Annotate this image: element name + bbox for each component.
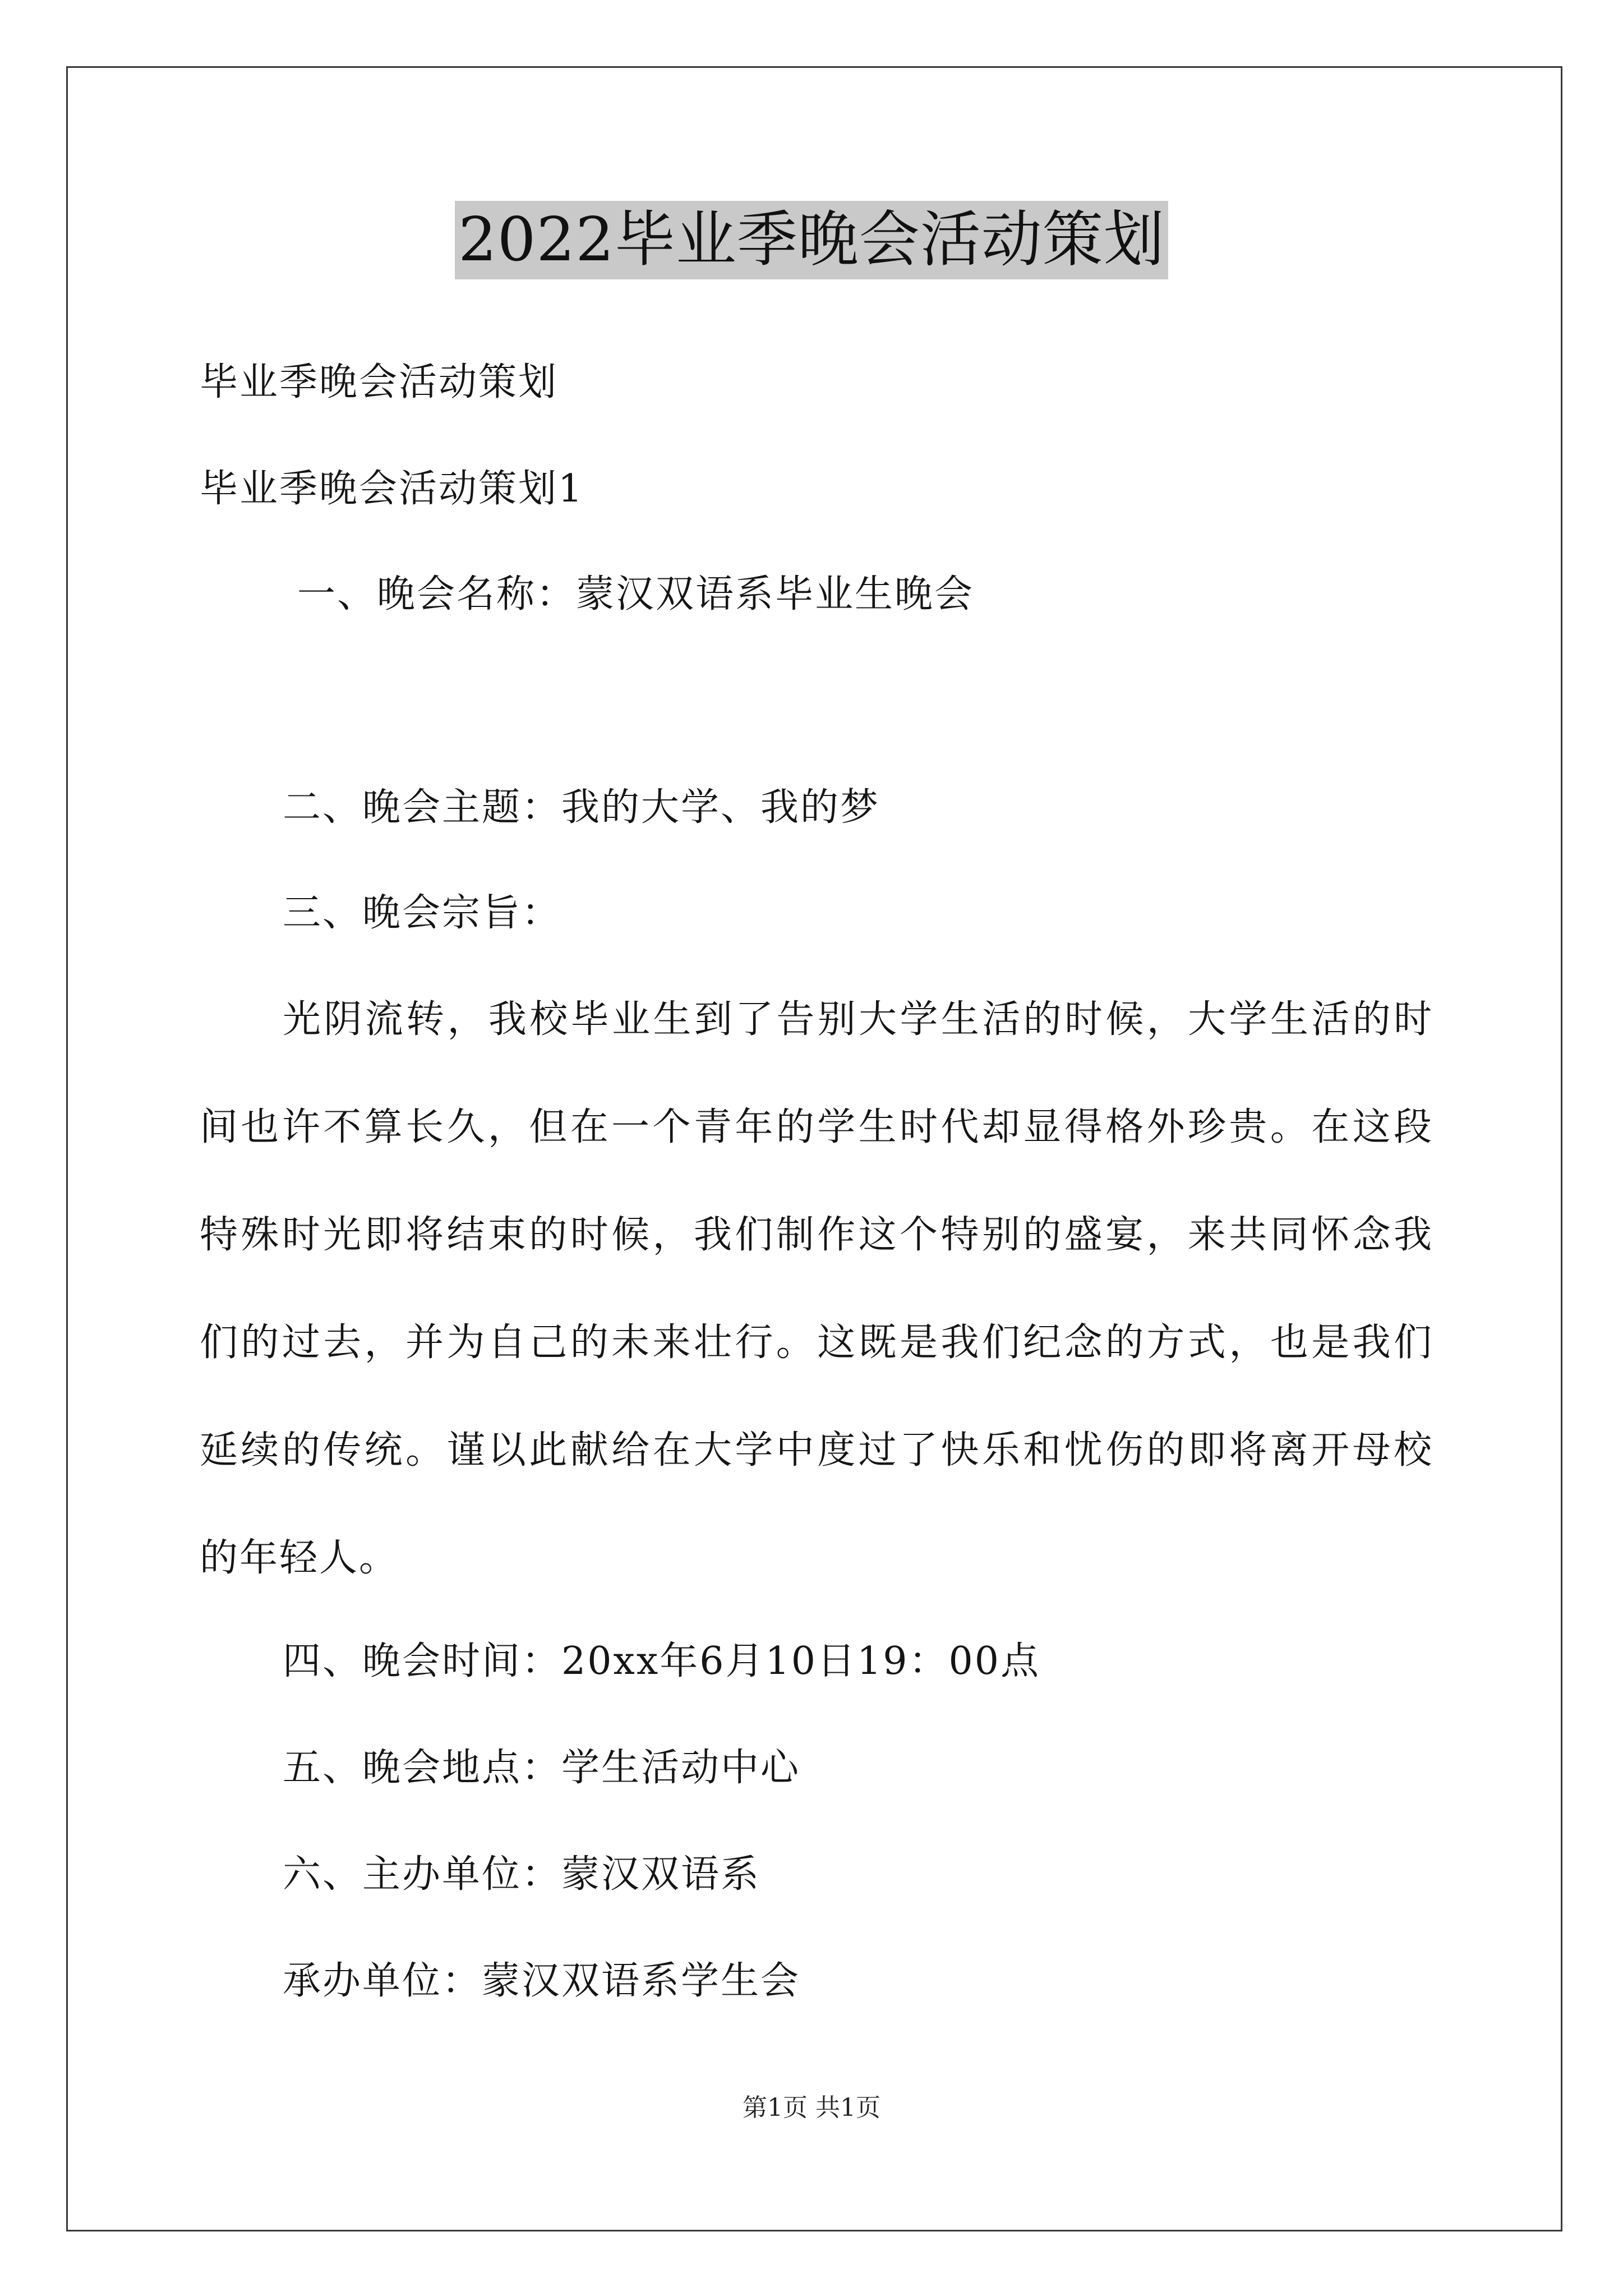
item-co-organizer: 承办单位：蒙汉双语系学生会 [283, 1959, 801, 2003]
item-event-purpose: 三、晚会宗旨： [283, 891, 562, 935]
page-footer: 第1页 共1页 [743, 2093, 880, 2122]
item-event-name: 一、晚会名称：蒙汉双语系毕业生晚会 [297, 572, 975, 616]
item-organizer: 六、主办单位：蒙汉双语系 [283, 1852, 761, 1897]
item-event-venue: 五、晚会地点：学生活动中心 [283, 1746, 801, 1790]
subtitle-line: 毕业季晚会活动策划 [200, 360, 559, 404]
section-heading: 毕业季晚会活动策划1 [200, 467, 584, 511]
title-container [0, 201, 1623, 279]
item-event-theme: 二、晚会主题：我的大学、我的梦 [283, 785, 880, 830]
document-title: 2022毕业季晚会活动策划 [455, 201, 1168, 279]
item-event-time: 四、晚会时间：20xx年6月10日19：00点 [283, 1639, 1041, 1683]
purpose-paragraph: 光阴流转，我校毕业生到了告别大学生活的时候，大学生活的时间也许不算长久，但在一个青年的学生时代却显得格外珍贵。在这段特殊时光即将结束的时候，我们制作这个特别的盛宴，来共同怀念我们的过去，并为自己的未来壮行。这既是我们纪念的方式，也是我们延续的传统。谨以此献给在大学中度过了快乐和忧伤的即将离开母校的年轻人。 [200, 997, 1433, 1580]
